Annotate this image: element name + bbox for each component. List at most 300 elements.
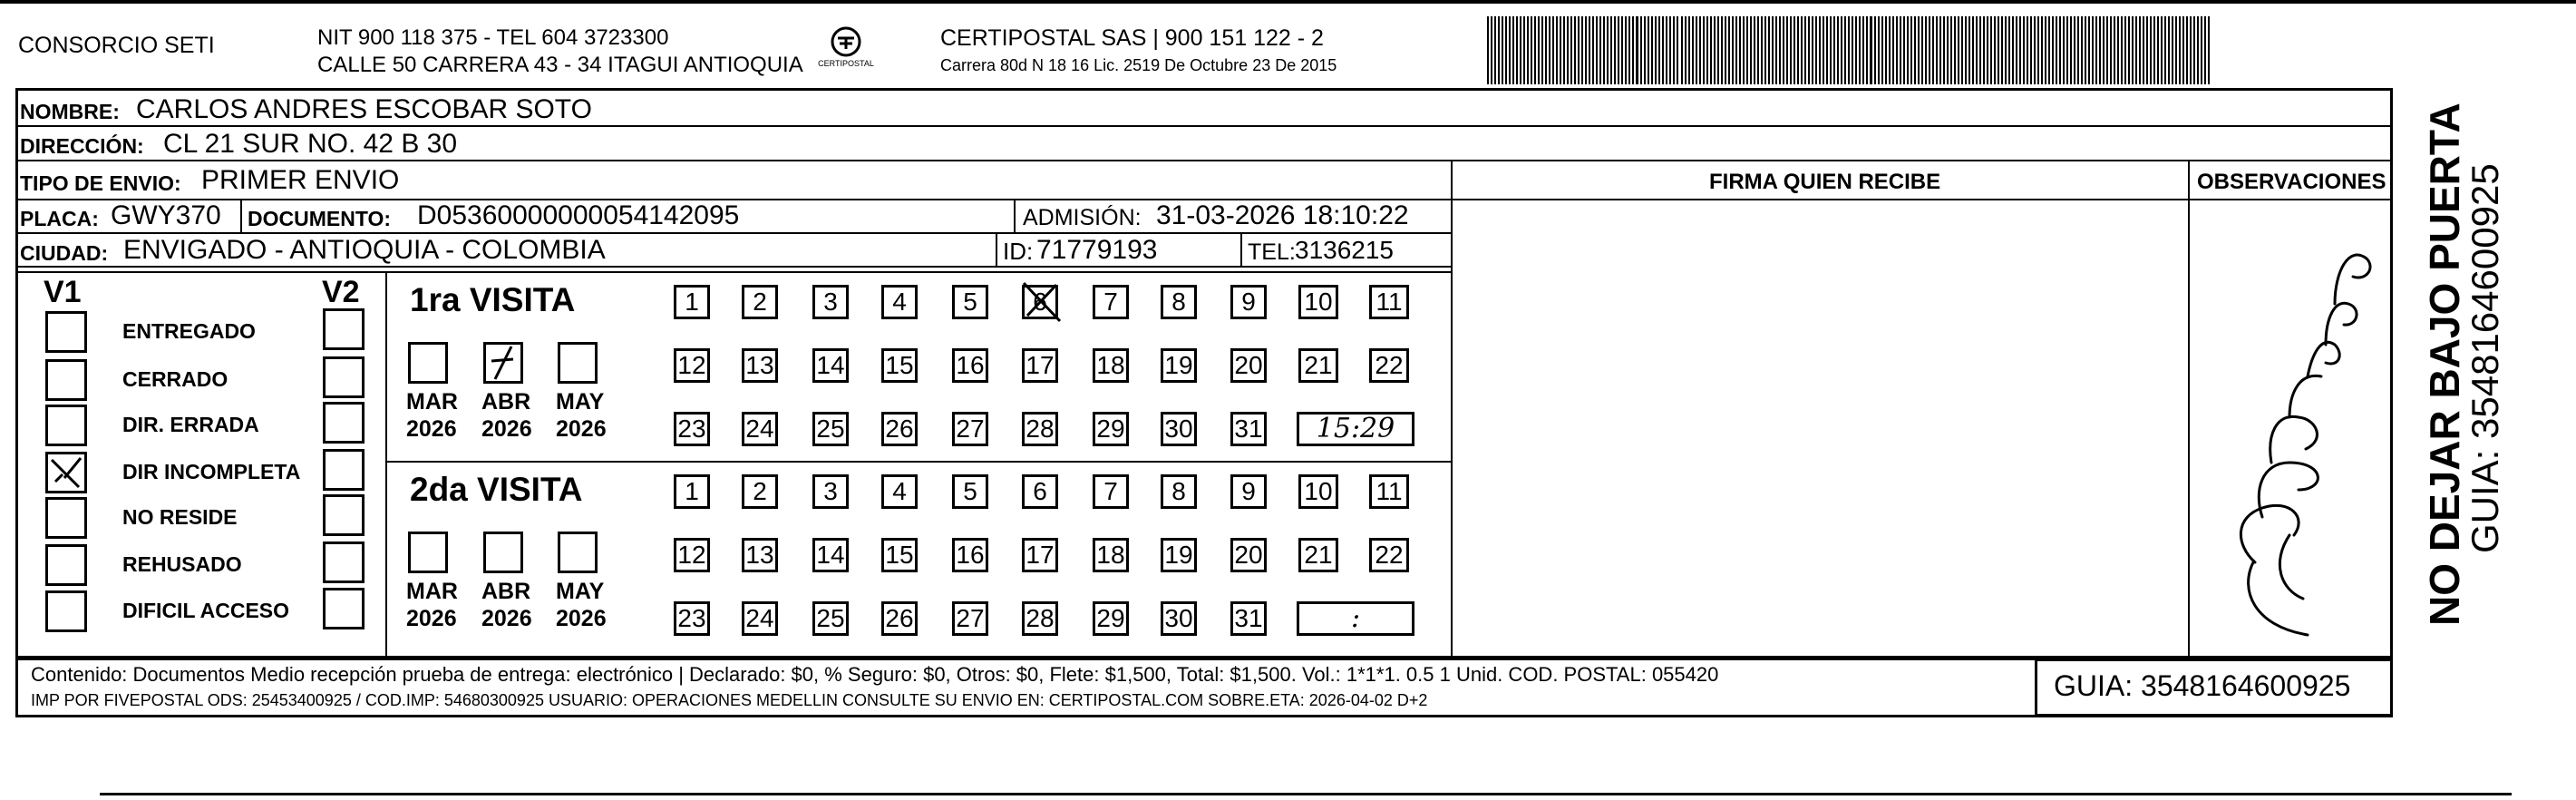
barcode-bar	[1578, 16, 1580, 84]
address-line: CALLE 50 CARRERA 43 - 34 ITAGUI ANTIOQUIA	[317, 53, 803, 77]
barcode-bar	[1739, 16, 1741, 84]
barcode-bar	[1621, 16, 1623, 84]
barcode-bar	[1808, 16, 1810, 84]
barcode-bar	[2114, 16, 2115, 84]
status-label: ENTREGADO	[122, 319, 256, 343]
day-box[interactable]: 11	[1369, 474, 1409, 509]
barcode-bar	[2103, 16, 2105, 84]
barcode-bar	[1669, 16, 1671, 84]
visit-title: 2da VISITA	[410, 471, 583, 508]
barcode-bar	[2063, 16, 2065, 84]
barcode-bar	[1929, 16, 1930, 84]
day-box[interactable]: 2	[742, 474, 778, 509]
status-divider	[385, 271, 387, 659]
barcode-bar	[2023, 16, 2025, 84]
v1-checkbox[interactable]	[45, 311, 87, 353]
barcode-bar	[1509, 16, 1511, 84]
v1-checkbox[interactable]	[45, 359, 87, 401]
imp-line: IMP POR FIVEPOSTAL ODS: 25453400925 / COD.IMP: 54680300925 USUARIO: OPERACIONES MEDELLIN CONSULTE SU ENVIO EN: CERTIPOSTAL.COM SOBRE.ETA: 2026-04-02 D+2	[31, 691, 1428, 709]
barcode-bar	[1581, 16, 1583, 84]
day-box[interactable]: 20	[1230, 538, 1267, 572]
barcode-bar	[1855, 16, 1857, 84]
day-box[interactable]: 1	[674, 285, 710, 319]
tipo-value: PRIMER ENVIO	[201, 165, 400, 195]
year-label: 2026	[556, 416, 607, 442]
day-box[interactable]: 11	[1369, 285, 1409, 319]
barcode-bar	[1903, 16, 1905, 84]
v2-header: V2	[322, 275, 360, 309]
barcode-bar	[1852, 16, 1853, 84]
barcode-bar	[2066, 16, 2068, 84]
barcode-bar	[1921, 16, 1923, 84]
barcode-bar	[1939, 16, 1941, 84]
day-box[interactable]: 23	[674, 601, 710, 636]
barcode-bar	[1545, 16, 1547, 84]
barcode-bar	[1610, 16, 1612, 84]
month-checkbox[interactable]	[408, 532, 448, 573]
barcode-bar	[1812, 16, 1813, 84]
tipo-label: TIPO DE ENVIO:	[20, 171, 181, 195]
day-box[interactable]: 7	[1093, 285, 1129, 319]
barcode-bar	[1830, 16, 1832, 84]
barcode-bar	[1841, 16, 1842, 84]
barcode-bar	[1918, 16, 1920, 84]
barcode-bar	[1541, 16, 1543, 84]
v1-checkbox[interactable]	[45, 405, 87, 446]
barcode-bar	[2027, 16, 2028, 84]
time-box[interactable]: 15:29	[1297, 412, 1414, 446]
documento-label: DOCUMENTO:	[248, 207, 392, 230]
status-label: REHUSADO	[122, 552, 242, 576]
v2-checkbox[interactable]	[323, 588, 365, 629]
barcode-bar	[1706, 16, 1708, 84]
day-box[interactable]: 12	[674, 348, 710, 383]
logo-text: CERTIPOSTAL	[818, 59, 874, 68]
barcode-bar	[1599, 16, 1601, 84]
barcode-bar	[1750, 16, 1752, 84]
barcode-bar	[1527, 16, 1529, 84]
v2-checkbox[interactable]	[323, 308, 365, 350]
placa-value: GWY370	[111, 200, 221, 230]
row-line	[15, 271, 1453, 273]
barcode-bar	[2001, 16, 2003, 84]
barcode-bar	[1983, 16, 1985, 84]
visit-title: 1ra VISITA	[410, 281, 576, 318]
barcode-bar	[2208, 16, 2210, 84]
row-line	[15, 125, 2393, 127]
barcode-bar	[2157, 16, 2159, 84]
barcode-bar	[2143, 16, 2144, 84]
barcode-bar	[2059, 16, 2061, 84]
barcode-bar	[1498, 16, 1500, 84]
barcode-bar	[1651, 16, 1653, 84]
barcode-bar	[1732, 16, 1734, 84]
day-box[interactable]: 21	[1298, 538, 1338, 572]
barcode-bar	[1703, 16, 1705, 84]
barcode-bar	[2045, 16, 2046, 84]
barcode-bar	[1979, 16, 1981, 84]
day-box[interactable]: 29	[1093, 412, 1129, 446]
status-label: DIR INCOMPLETA	[122, 460, 301, 483]
day-box[interactable]: 10	[1298, 285, 1338, 319]
barcode-bar	[1666, 16, 1667, 84]
barcode-bar	[1862, 16, 1864, 84]
barcode-bar	[1958, 16, 1959, 84]
day-box[interactable]: 22	[1369, 538, 1409, 572]
barcode-bar	[1761, 16, 1763, 84]
time-box[interactable]: :	[1297, 601, 1414, 636]
day-box[interactable]: 16	[952, 348, 988, 383]
v2-checkbox[interactable]	[323, 541, 365, 583]
barcode-bar	[1516, 16, 1518, 84]
col-line	[1451, 160, 1453, 659]
day-box[interactable]: 16	[952, 538, 988, 572]
day-box[interactable]: 31	[1230, 601, 1267, 636]
barcode-bar	[1833, 16, 1835, 84]
day-box[interactable]: 2	[742, 285, 778, 319]
barcode-bar	[2164, 16, 2166, 84]
day-box[interactable]: 24	[742, 412, 778, 446]
id-label: ID:	[1003, 238, 1034, 265]
barcode-bar	[1728, 16, 1730, 84]
barcode-bar	[1549, 16, 1550, 84]
barcode-bar	[1793, 16, 1795, 84]
day-box[interactable]: 19	[1161, 348, 1197, 383]
month-checkbox[interactable]	[483, 532, 523, 573]
barcode-bar	[2019, 16, 2021, 84]
barcode-bar	[1994, 16, 1996, 84]
barcode-bar	[1914, 16, 1916, 84]
day-box[interactable]: 24	[742, 601, 778, 636]
day-box[interactable]: 8	[1161, 285, 1197, 319]
barcode-bar	[1764, 16, 1766, 84]
tel-label: TEL:	[1248, 239, 1296, 265]
barcode-bar	[1658, 16, 1660, 84]
barcode-bar	[2106, 16, 2108, 84]
day-box[interactable]: 5	[952, 474, 988, 509]
day-box[interactable]: 15	[881, 538, 918, 572]
barcode-bar	[1662, 16, 1664, 84]
barcode-bar	[2172, 16, 2173, 84]
handwritten-signature	[2199, 218, 2380, 653]
barcode-bar	[1618, 16, 1619, 84]
barcode-bar	[1910, 16, 1912, 84]
barcode-bar	[1826, 16, 1828, 84]
barcode-bar	[1688, 16, 1690, 84]
day-box[interactable]: 18	[1093, 348, 1129, 383]
day-box[interactable]: 26	[881, 412, 918, 446]
barcode-bar	[1990, 16, 1992, 84]
barcode-bar	[1972, 16, 1974, 84]
barcode-bar	[2056, 16, 2057, 84]
barcode-bar	[1907, 16, 1909, 84]
day-box[interactable]: 6	[1022, 285, 1058, 319]
day-box[interactable]: 27	[952, 601, 988, 636]
barcode-bar	[1804, 16, 1806, 84]
day-box[interactable]: 29	[1093, 601, 1129, 636]
barcode-bar	[2190, 16, 2192, 84]
barcode-bar	[1900, 16, 1901, 84]
col-line	[240, 199, 242, 232]
nombre-label: NOMBRE:	[20, 100, 120, 123]
barcode-bar	[1614, 16, 1616, 84]
barcode-bar	[1596, 16, 1598, 84]
v1-checkbox[interactable]	[45, 590, 87, 632]
month-checkbox[interactable]	[558, 532, 598, 573]
direccion-label: DIRECCIÓN:	[20, 134, 144, 158]
day-box[interactable]: 31	[1230, 412, 1267, 446]
day-box[interactable]: 1	[674, 474, 710, 509]
day-box[interactable]: 14	[812, 538, 849, 572]
month-label: MAY	[556, 579, 605, 604]
barcode-bar	[1987, 16, 1988, 84]
month-checkbox[interactable]	[483, 342, 523, 384]
barcode-bar	[1534, 16, 1536, 84]
barcode-bar	[2132, 16, 2134, 84]
barcode-bar	[1556, 16, 1558, 84]
barcode-bar	[2179, 16, 2181, 84]
barcode-bar	[1866, 16, 1868, 84]
barcode-bar	[1936, 16, 1938, 84]
month-label: MAR	[406, 579, 458, 604]
day-box[interactable]: 30	[1161, 601, 1197, 636]
day-box[interactable]: 17	[1022, 348, 1058, 383]
barcode-bar	[1567, 16, 1569, 84]
barcode-bar	[1502, 16, 1503, 84]
barcode-bar	[1735, 16, 1737, 84]
v2-checkbox[interactable]	[323, 402, 365, 444]
barcode-bar	[2193, 16, 2195, 84]
day-box[interactable]: 23	[674, 412, 710, 446]
barcode-bar	[1685, 16, 1687, 84]
month-label: ABR	[481, 579, 531, 604]
barcode-bar	[1491, 16, 1492, 84]
barcode-bar	[1699, 16, 1701, 84]
month-label: MAY	[556, 389, 605, 415]
col-line	[1014, 199, 1016, 232]
barcode-bar	[2139, 16, 2141, 84]
day-box[interactable]: 9	[1230, 285, 1267, 319]
day-box[interactable]: 18	[1093, 538, 1129, 572]
day-box[interactable]: 7	[1093, 474, 1129, 509]
nit-line: NIT 900 118 375 - TEL 604 3723300	[317, 25, 669, 50]
month-label: ABR	[481, 389, 531, 415]
barcode-bar	[1692, 16, 1694, 84]
barcode-bar	[2085, 16, 2086, 84]
documento-value: D05360000000054142095	[417, 200, 740, 230]
barcode-bar	[1878, 16, 1880, 84]
barcode-bar	[1589, 16, 1590, 84]
barcode-bar	[1885, 16, 1887, 84]
observaciones-header: OBSERVACIONES	[2197, 170, 2386, 194]
day-box[interactable]: 3	[812, 474, 849, 509]
barcode-bar	[1976, 16, 1978, 84]
certipostal-logo	[814, 25, 878, 75]
nombre-value: CARLOS ANDRES ESCOBAR SOTO	[136, 94, 592, 124]
barcode-bar	[1932, 16, 1934, 84]
guia-box-text: GUIA: 3548164600925	[2054, 669, 2351, 702]
year-label: 2026	[481, 606, 532, 631]
barcode-bar	[1775, 16, 1777, 84]
top-edge-line	[0, 0, 2576, 4]
day-check-mark	[1018, 279, 1064, 325]
footer-left-line	[15, 659, 18, 717]
barcode-bar	[1954, 16, 1956, 84]
day-box[interactable]: 3	[812, 285, 849, 319]
day-box[interactable]: 25	[812, 601, 849, 636]
day-box[interactable]: 21	[1298, 348, 1338, 383]
v1-checkbox[interactable]	[45, 452, 87, 493]
day-box[interactable]: 17	[1022, 538, 1058, 572]
barcode-bar	[2012, 16, 2014, 84]
barcode-bar	[2088, 16, 2090, 84]
barcode-bar	[1754, 16, 1755, 84]
month-checkbox[interactable]	[558, 342, 598, 384]
day-box[interactable]: 13	[742, 538, 778, 572]
barcode-bar	[2204, 16, 2206, 84]
barcode-bar	[1552, 16, 1554, 84]
barcode-bar	[2030, 16, 2032, 84]
day-box[interactable]: 19	[1161, 538, 1197, 572]
day-box[interactable]: 26	[881, 601, 918, 636]
day-box[interactable]: 9	[1230, 474, 1267, 509]
barcode-bar	[1815, 16, 1817, 84]
barcode-bar	[1881, 16, 1883, 84]
license-line: Carrera 80d N 18 16 Lic. 2519 De Octubre 23 De 2015	[940, 56, 1337, 74]
admision-value: 31-03-2026 18:10:22	[1156, 200, 1409, 230]
day-box[interactable]: 30	[1161, 412, 1197, 446]
barcode-bar	[1797, 16, 1799, 84]
barcode-bar	[2092, 16, 2094, 84]
day-box[interactable]: 13	[742, 348, 778, 383]
barcode-bar	[1632, 16, 1634, 84]
barcode-bar	[2153, 16, 2155, 84]
barcode-bar	[1844, 16, 1846, 84]
barcode-bar	[2110, 16, 2112, 84]
month-label: MAR	[406, 389, 458, 415]
barcode-bar	[1574, 16, 1576, 84]
barcode-bar	[1786, 16, 1788, 84]
firma-header: FIRMA QUIEN RECIBE	[1709, 170, 1941, 194]
barcode-bar	[1560, 16, 1561, 84]
visit-divider	[385, 461, 1451, 463]
barcode-bar	[1746, 16, 1748, 84]
barcode-bar	[2146, 16, 2148, 84]
day-box[interactable]: 27	[952, 412, 988, 446]
barcode-bar	[1925, 16, 1927, 84]
barcode-bar	[2121, 16, 2123, 84]
direccion-value: CL 21 SUR NO. 42 B 30	[163, 129, 458, 159]
barcode-bar	[2034, 16, 2036, 84]
barcode-bar	[1848, 16, 1850, 84]
v1-checkbox[interactable]	[45, 497, 87, 539]
barcode-bar	[2168, 16, 2170, 84]
barcode-bar	[1961, 16, 1963, 84]
day-box[interactable]: 20	[1230, 348, 1267, 383]
barcode-bar	[2175, 16, 2177, 84]
barcode-bar	[2008, 16, 2010, 84]
barcode-bar	[1607, 16, 1609, 84]
company-name: CONSORCIO SETI	[18, 33, 215, 58]
day-box[interactable]: 28	[1022, 412, 1058, 446]
barcode-bar	[2052, 16, 2054, 84]
row-line	[15, 232, 1453, 234]
barcode-bar	[1570, 16, 1572, 84]
barcode-bar	[1950, 16, 1952, 84]
barcode-bar	[1870, 16, 1872, 84]
day-box[interactable]: 6	[1022, 474, 1058, 509]
placa-label: PLACA:	[20, 207, 99, 230]
barcode-bar	[1896, 16, 1898, 84]
barcode-bar	[1892, 16, 1894, 84]
barcode-bar	[1677, 16, 1678, 84]
barcode-bar	[1965, 16, 1967, 84]
barcode-bar	[1859, 16, 1861, 84]
v2-checkbox[interactable]	[323, 449, 365, 491]
day-box[interactable]: 28	[1022, 601, 1058, 636]
barcode-bar	[2117, 16, 2119, 84]
barcode-bar	[2070, 16, 2072, 84]
barcode-bar	[1487, 16, 1489, 84]
barcode-bar	[2186, 16, 2188, 84]
day-box[interactable]: 25	[812, 412, 849, 446]
barcode-bar	[1538, 16, 1540, 84]
status-label: CERRADO	[122, 367, 228, 391]
admision-label: ADMISIÓN:	[1023, 205, 1142, 230]
v2-checkbox[interactable]	[323, 356, 365, 398]
contenido-line: Contenido: Documentos Medio recepción prueba de entrega: electrónico | Declarado: $0, % Seguro: $0, Otros: $0, Flete: $1,500, Total: $1,500. Vol.: 1*1*1. 0.5 1 Unid. COD. POSTAL: 055420	[31, 663, 1719, 686]
barcode-bar	[1644, 16, 1646, 84]
barcode-bar	[1696, 16, 1697, 84]
barcode-bar	[2099, 16, 2101, 84]
footer-bottom-line	[15, 715, 2393, 717]
day-box[interactable]: 14	[812, 348, 849, 383]
certipostal-line: CERTIPOSTAL SAS | 900 151 122 - 2	[940, 25, 1324, 51]
year-label: 2026	[481, 416, 532, 442]
bottom-page-line	[100, 793, 2512, 795]
month-checkbox[interactable]	[408, 342, 448, 384]
v2-checkbox[interactable]	[323, 494, 365, 536]
ciudad-label: CIUDAD:	[20, 241, 109, 265]
barcode-bar	[2150, 16, 2152, 84]
barcode-bar	[1998, 16, 1999, 84]
barcode-bar	[1889, 16, 1891, 84]
v1-checkbox[interactable]	[45, 544, 87, 586]
barcode-bar	[1636, 16, 1638, 84]
day-box[interactable]: 4	[881, 285, 918, 319]
day-box[interactable]: 10	[1298, 474, 1338, 509]
day-box[interactable]: 22	[1369, 348, 1409, 383]
day-box[interactable]: 5	[952, 285, 988, 319]
barcode-bar	[1790, 16, 1792, 84]
barcode-bar	[2201, 16, 2202, 84]
barcode-bar	[2074, 16, 2075, 84]
barcode-bar	[1947, 16, 1949, 84]
day-box[interactable]: 15	[881, 348, 918, 383]
barcode-bar	[1520, 16, 1521, 84]
barcode-bar	[2048, 16, 2050, 84]
barcode	[1487, 16, 2212, 84]
barcode-bar	[2041, 16, 2043, 84]
day-box[interactable]: 8	[1161, 474, 1197, 509]
day-box[interactable]: 4	[881, 474, 918, 509]
barcode-bar	[1823, 16, 1824, 84]
day-box[interactable]: 12	[674, 538, 710, 572]
barcode-bar	[1757, 16, 1759, 84]
barcode-bar	[1710, 16, 1712, 84]
barcode-bar	[1743, 16, 1745, 84]
barcode-bar	[1523, 16, 1525, 84]
